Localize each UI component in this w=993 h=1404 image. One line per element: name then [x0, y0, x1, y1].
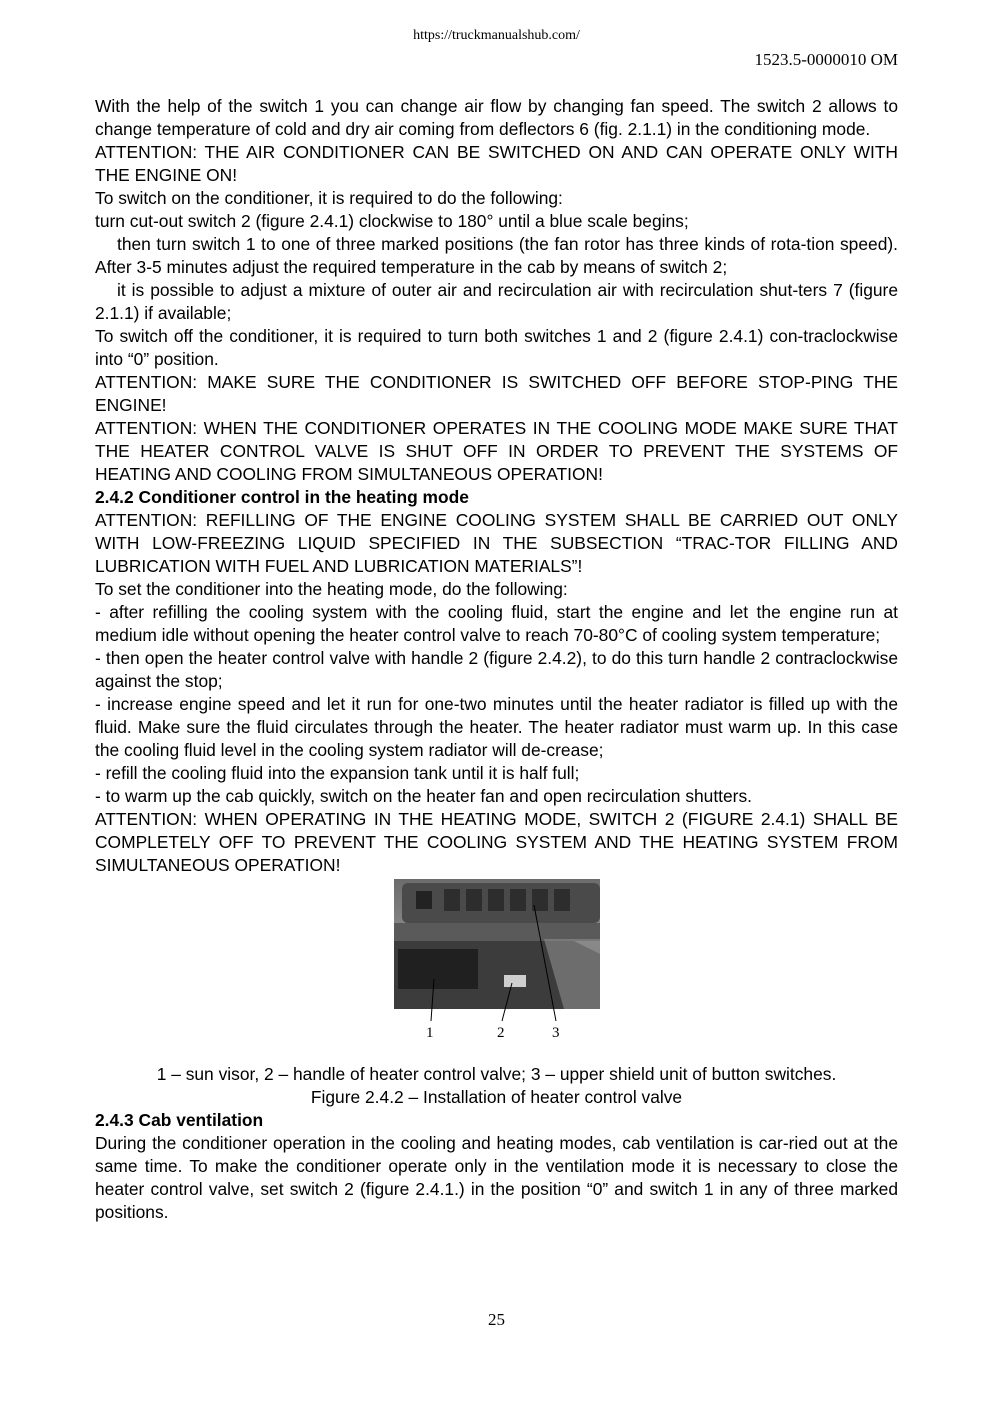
list-item: - increase engine speed and let it run for one-two minutes until the heater radiator is filled up with the fluid. Make sure the fluid circulates through the heater. The heater radiator must warm up. In this case the cooling fluid level in the cooling system radiator will de-crease; [95, 694, 898, 760]
list-item: - to warm up the cab quickly, switch on the heater fan and open recirculation shutters. [95, 786, 753, 806]
attention-note: ATTENTION: MAKE SURE THE CONDITIONER IS SWITCHED OFF BEFORE STOP-PING THE ENGINE! [95, 372, 898, 415]
attention-note: ATTENTION: WHEN THE CONDITIONER OPERATES IN THE COOLING MODE MAKE SURE THAT THE HEATER CONTROL VALVE IS SHUT OFF IN ORDER TO PREVENT THE SYSTEMS OF HEATING AND COOLING FROM SIMULTANEOUS OPERATION! [95, 418, 898, 484]
page-number: 25 [488, 1310, 505, 1329]
figure-title: Figure 2.4.2 – Installation of heater control valve [310, 1087, 683, 1107]
document-number: 1523.5-0000010 OM [754, 50, 898, 69]
attention-note: ATTENTION: THE AIR CONDITIONER CAN BE SWITCHED ON AND CAN OPERATE ONLY WITH THE ENGINE ON! [95, 142, 898, 185]
figure-label-1: 1 [425, 1025, 433, 1041]
figure-photo [394, 879, 600, 1045]
paragraph: With the help of the switch 1 you can change air flow by changing fan speed. The switch 2 allows to change temperature of cold and dry air coming from deflectors 6 (fig. 2.1.1) in the conditioning mode. [95, 96, 898, 139]
paragraph: To switch on the conditioner, it is required to do the following: [95, 188, 563, 208]
figure-legend: 1 – sun visor, 2 – handle of heater control valve; 3 – upper shield unit of button switches. [156, 1064, 837, 1084]
figure-label-2: 2 [496, 1025, 504, 1041]
section-heading-2-4-2: 2.4.2 Conditioner control in the heating mode [95, 487, 469, 507]
paragraph: To switch off the conditioner, it is required to turn both switches 1 and 2 (figure 2.4.1) con-traclockwise into “0” position. [95, 326, 898, 369]
paragraph: During the conditioner operation in the cooling and heating modes, cab ventilation is car-ried out at the same time. To make the conditioner operate only in the ventilation mode it is necessary to close the heater control valve, set switch 2 (figure 2.4.1.) in the position “0” and switch 1 in any of three marked positions. [95, 1133, 898, 1222]
attention-note: ATTENTION: WHEN OPERATING IN THE HEATING MODE, SWITCH 2 (FIGURE 2.4.1) SHALL BE COMPLETELY OFF TO PREVENT THE COOLING SYSTEM AND THE HEATING SYSTEM FROM SIMULTANEOUS OPERATION! [95, 809, 898, 875]
section-heading-2-4-3: 2.4.3 Cab ventilation [95, 1110, 264, 1130]
list-item: - after refilling the cooling system with the cooling fluid, start the engine and let the engine run at medium idle without opening the heater control valve to reach 70-80°C of cooling system temperature; [95, 602, 898, 645]
paragraph: To set the conditioner into the heating mode, do the following: [95, 579, 568, 599]
source-url[interactable]: https://truckmanualshub.com/ [413, 28, 580, 43]
attention-note: ATTENTION: REFILLING OF THE ENGINE COOLING SYSTEM SHALL BE CARRIED OUT ONLY WITH LOW-FREEZING LIQUID SPECIFIED IN THE SUBSECTION “TRAC-TOR FILLING AND LUBRICATION WITH FUEL AND LUBRICATION MATERIALS”! [95, 510, 898, 576]
figure-caption [95, 1063, 898, 1109]
page-body [95, 95, 898, 1224]
paragraph: turn cut-out switch 2 (figure 2.4.1) clockwise to 180° until a blue scale begins; [95, 211, 689, 231]
paragraph: then turn switch 1 to one of three marked positions (the fan rotor has three kinds of rota-tion speed). After 3-5 minutes adjust the required temperature in the cab by means of switch 2; [95, 234, 898, 277]
paragraph: it is possible to adjust a mixture of outer air and recirculation air with recirculation shut-ters 7 (figure 2.1.1) if available; [95, 280, 898, 323]
heater-control-valve-photo [394, 879, 600, 1045]
list-item: - then open the heater control valve with handle 2 (figure 2.4.2), to do this turn handle 2 contraclockwise against the stop; [95, 648, 898, 691]
figure-label-3: 3 [551, 1025, 559, 1041]
list-item: - refill the cooling fluid into the expansion tank until it is half full; [95, 763, 580, 783]
